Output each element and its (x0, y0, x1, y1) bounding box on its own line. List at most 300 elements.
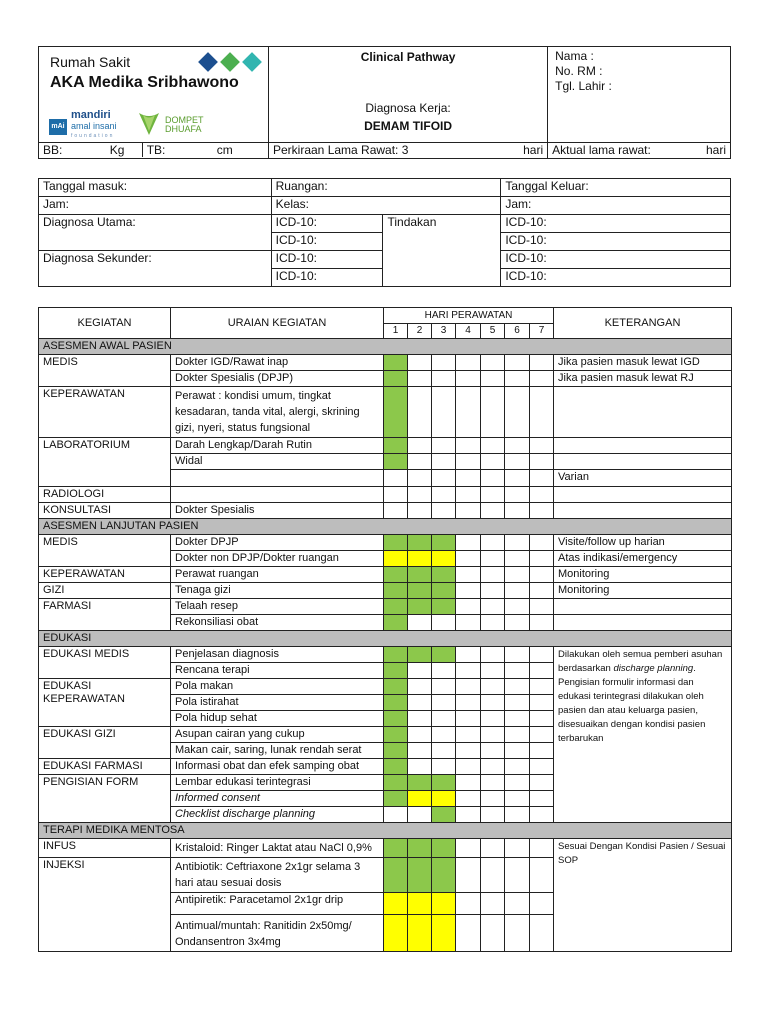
day-cell[interactable] (505, 371, 530, 387)
day-cell[interactable] (505, 487, 530, 503)
day-cell[interactable] (384, 858, 408, 893)
lama-rawat-cell[interactable] (269, 143, 548, 159)
day-cell[interactable] (384, 743, 408, 759)
tb-label[interactable]: TB: (142, 143, 166, 157)
day-cell[interactable] (384, 454, 408, 470)
day-cell[interactable] (432, 551, 456, 567)
day-cell[interactable] (432, 775, 456, 791)
uraian-cell: Kristaloid: Ringer Laktat atau NaCl 0,9% (171, 839, 384, 858)
day-cell[interactable] (456, 355, 481, 371)
jam-keluar-field[interactable]: Jam: (501, 197, 731, 215)
day-cell[interactable] (408, 567, 432, 583)
diamond-teal-icon (242, 52, 262, 72)
icd-field[interactable]: ICD-10: (501, 251, 731, 269)
day-cell[interactable] (530, 743, 554, 759)
day-cell[interactable] (432, 759, 456, 775)
day-cell[interactable] (456, 438, 481, 454)
keterangan-cell (554, 503, 732, 519)
day-cell[interactable] (530, 727, 554, 743)
day-header: 5 (481, 324, 505, 339)
col-kegiatan-header: KEGIATAN (39, 308, 171, 339)
uraian-cell: Checklist discharge planning (171, 807, 384, 823)
day-cell[interactable] (408, 503, 432, 519)
day-cell[interactable] (456, 663, 481, 679)
day-cell[interactable] (505, 454, 530, 470)
day-cell[interactable] (408, 839, 432, 858)
icd-field[interactable]: ICD-10: (271, 269, 383, 287)
col-hari-header: HARI PERAWATAN (384, 308, 554, 324)
kegiatan-cell: MEDIS (39, 535, 171, 567)
day-cell[interactable] (481, 775, 505, 791)
lama-rawat-label: Perkiraan Lama Rawat: 3 (273, 143, 409, 157)
day-cell[interactable] (432, 663, 456, 679)
tanggal-masuk-field[interactable]: Tanggal masuk: (39, 179, 272, 197)
dompet-dhuafa-text (165, 116, 204, 134)
day-cell[interactable] (481, 487, 505, 503)
header-table (38, 46, 731, 159)
icd-field[interactable]: ICD-10: (501, 215, 731, 233)
day-cell[interactable] (505, 567, 530, 583)
day-cell[interactable] (481, 663, 505, 679)
day-cell[interactable] (456, 599, 481, 615)
ruangan-field[interactable]: Ruangan: (271, 179, 501, 197)
day-cell[interactable] (530, 487, 554, 503)
day-cell[interactable] (384, 387, 408, 438)
day-cell[interactable] (505, 663, 530, 679)
day-cell[interactable] (432, 355, 456, 371)
day-cell[interactable] (481, 503, 505, 519)
day-cell[interactable] (481, 599, 505, 615)
day-cell[interactable] (432, 387, 456, 438)
day-cell[interactable] (530, 387, 554, 438)
day-cell[interactable] (505, 759, 530, 775)
uraian-cell: Lembar edukasi terintegrasi (171, 775, 384, 791)
icd-field[interactable]: ICD-10: (271, 251, 383, 269)
aktual-cell[interactable] (548, 143, 731, 159)
day-cell[interactable] (384, 599, 408, 615)
day-cell[interactable] (481, 807, 505, 823)
day-cell[interactable] (481, 647, 505, 663)
day-cell[interactable] (432, 470, 456, 487)
day-header: 4 (456, 324, 481, 339)
day-cell[interactable] (408, 791, 432, 807)
day-cell[interactable] (432, 487, 456, 503)
day-cell[interactable] (530, 599, 554, 615)
icd-field[interactable]: ICD-10: (271, 215, 383, 233)
day-cell[interactable] (384, 487, 408, 503)
day-cell[interactable] (408, 454, 432, 470)
day-cell[interactable] (432, 583, 456, 599)
day-cell[interactable] (481, 727, 505, 743)
day-cell[interactable] (505, 711, 530, 727)
day-cell[interactable] (384, 470, 408, 487)
day-cell[interactable] (505, 858, 530, 893)
day-cell[interactable] (432, 679, 456, 695)
day-cell[interactable] (408, 371, 432, 387)
day-cell[interactable] (384, 583, 408, 599)
day-cell[interactable] (530, 371, 554, 387)
day-cell[interactable] (530, 711, 554, 727)
col-uraian-header: URAIAN KEGIATAN (171, 308, 384, 339)
day-cell[interactable] (384, 535, 408, 551)
note-part3: . Pengisian formulir informasi dan edukasi terintegrasi dilakukan oleh pasien dan atau keluarga pasien, disesuaikan dengan kondisi pasien terbarukan (558, 663, 706, 744)
day-cell[interactable] (432, 915, 456, 952)
day-cell[interactable] (530, 858, 554, 893)
day-cell[interactable] (408, 711, 432, 727)
day-cell[interactable] (481, 583, 505, 599)
day-cell[interactable] (481, 893, 505, 915)
kegiatan-cell: EDUKASI KEPERAWATAN (39, 679, 171, 727)
day-cell[interactable] (384, 807, 408, 823)
day-cell[interactable] (530, 454, 554, 470)
tindakan-field[interactable]: Tindakan (383, 215, 501, 287)
day-cell[interactable] (408, 727, 432, 743)
day-cell[interactable] (505, 615, 530, 631)
day-cell[interactable] (456, 791, 481, 807)
day-cell[interactable] (456, 695, 481, 711)
day-cell[interactable] (384, 647, 408, 663)
day-cell[interactable] (530, 775, 554, 791)
day-cell[interactable] (432, 503, 456, 519)
day-cell[interactable] (481, 551, 505, 567)
col-keterangan-header: KETERANGAN (554, 308, 732, 339)
day-cell[interactable] (384, 695, 408, 711)
uraian-cell: Asupan cairan yang cukup (171, 727, 384, 743)
uraian-cell: Perawat : kondisi umum, tingkat kesadaran, tanda vital, alergi, skrining gizi, nyeri, status fungsional (171, 387, 384, 438)
day-cell[interactable] (432, 858, 456, 893)
day-cell[interactable] (432, 615, 456, 631)
kegiatan-cell: GIZI (39, 583, 171, 599)
day-cell[interactable] (432, 371, 456, 387)
uraian-cell: Antipiretik: Paracetamol 2x1gr drip (171, 893, 384, 915)
icd-field[interactable]: ICD-10: (501, 233, 731, 251)
day-cell[interactable] (505, 647, 530, 663)
day-cell[interactable] (408, 438, 432, 454)
day-cell[interactable] (384, 503, 408, 519)
hospital-name-line1: Rumah Sakit (50, 54, 131, 70)
day-cell[interactable] (481, 387, 505, 438)
day-cell[interactable] (408, 615, 432, 631)
day-cell[interactable] (530, 470, 554, 487)
day-cell[interactable] (481, 438, 505, 454)
keterangan-cell (554, 387, 732, 438)
day-cell[interactable] (408, 679, 432, 695)
note-part2: discharge planning (613, 663, 694, 674)
uraian-cell: Dokter Spesialis (171, 503, 384, 519)
day-cell[interactable] (384, 438, 408, 454)
icd-field[interactable]: ICD-10: (501, 269, 731, 287)
day-cell[interactable] (408, 858, 432, 893)
keterangan-cell (554, 438, 732, 454)
day-cell[interactable] (530, 893, 554, 915)
day-cell[interactable] (384, 371, 408, 387)
day-cell[interactable] (456, 615, 481, 631)
day-cell[interactable] (384, 615, 408, 631)
day-cell[interactable] (530, 759, 554, 775)
jam-masuk-field[interactable]: Jam: (39, 197, 272, 215)
day-cell[interactable] (530, 583, 554, 599)
tanggal-keluar-field[interactable]: Tanggal Keluar: (501, 179, 731, 197)
mai-logo-text1: mandiri (71, 109, 111, 121)
day-cell[interactable] (456, 387, 481, 438)
day-cell[interactable] (530, 679, 554, 695)
day-cell[interactable] (408, 759, 432, 775)
day-cell[interactable] (408, 647, 432, 663)
day-cell[interactable] (456, 839, 481, 858)
day-cell[interactable] (505, 775, 530, 791)
day-cell[interactable] (505, 583, 530, 599)
day-cell[interactable] (432, 711, 456, 727)
day-cell[interactable] (530, 915, 554, 952)
day-cell[interactable] (408, 915, 432, 952)
dompet-dhuafa-leaf-icon (137, 109, 161, 137)
day-cell[interactable] (408, 893, 432, 915)
day-cell[interactable] (384, 915, 408, 952)
day-cell[interactable] (481, 615, 505, 631)
patient-rm-field[interactable]: No. RM : (555, 64, 603, 78)
day-cell[interactable] (432, 438, 456, 454)
patient-id-cell (548, 47, 731, 143)
day-cell[interactable] (456, 858, 481, 893)
day-cell[interactable] (432, 567, 456, 583)
day-cell[interactable] (432, 791, 456, 807)
day-cell[interactable] (456, 454, 481, 470)
kegiatan-cell: KONSULTASI (39, 503, 171, 519)
day-cell[interactable] (505, 387, 530, 438)
day-cell[interactable] (384, 759, 408, 775)
day-cell[interactable] (481, 915, 505, 952)
bb-unit: Kg (109, 143, 125, 157)
bb-cell[interactable] (39, 143, 269, 159)
day-cell[interactable] (530, 663, 554, 679)
day-cell[interactable] (505, 915, 530, 952)
day-cell[interactable] (505, 743, 530, 759)
day-cell[interactable] (456, 470, 481, 487)
day-cell[interactable] (456, 775, 481, 791)
day-cell[interactable] (456, 647, 481, 663)
kegiatan-cell: RADIOLOGI (39, 487, 171, 503)
uraian-cell: Makan cair, saring, lunak rendah serat (171, 743, 384, 759)
day-cell[interactable] (456, 807, 481, 823)
day-cell[interactable] (530, 567, 554, 583)
day-cell[interactable] (530, 807, 554, 823)
kelas-field[interactable]: Kelas: (271, 197, 501, 215)
day-cell[interactable] (530, 695, 554, 711)
uraian-cell: Tenaga gizi (171, 583, 384, 599)
day-cell[interactable] (432, 743, 456, 759)
day-header: 1 (384, 324, 408, 339)
day-cell[interactable] (481, 454, 505, 470)
day-cell[interactable] (505, 355, 530, 371)
day-cell[interactable] (432, 839, 456, 858)
day-cell[interactable] (456, 487, 481, 503)
day-cell[interactable] (384, 679, 408, 695)
day-cell[interactable] (408, 470, 432, 487)
day-cell[interactable] (384, 711, 408, 727)
day-cell[interactable] (481, 791, 505, 807)
day-cell[interactable] (505, 807, 530, 823)
day-cell[interactable] (408, 775, 432, 791)
note-part1: Dilakukan oleh semua pemberi asuhan berdasarkan (558, 649, 723, 674)
keterangan-edukasi-note (554, 647, 732, 823)
day-cell[interactable] (456, 711, 481, 727)
day-cell[interactable] (408, 695, 432, 711)
keterangan-cell: Jika pasien masuk lewat RJ (554, 371, 732, 387)
dd-line1: DOMPET (165, 115, 204, 125)
day-cell[interactable] (505, 535, 530, 551)
day-cell[interactable] (432, 599, 456, 615)
diagnosa-utama-field[interactable]: Diagnosa Utama: (39, 215, 272, 251)
day-cell[interactable] (530, 355, 554, 371)
day-cell[interactable] (505, 893, 530, 915)
day-cell[interactable] (456, 503, 481, 519)
day-cell[interactable] (384, 775, 408, 791)
day-cell[interactable] (505, 438, 530, 454)
keterangan-cell (554, 454, 732, 470)
day-cell[interactable] (408, 487, 432, 503)
day-cell[interactable] (408, 743, 432, 759)
day-cell[interactable] (432, 807, 456, 823)
keterangan-cell: Monitoring (554, 567, 732, 583)
mai-logo-text3: foundation (71, 133, 115, 139)
day-cell[interactable] (505, 470, 530, 487)
day-cell[interactable] (384, 839, 408, 858)
admission-info-table (38, 178, 731, 287)
day-cell[interactable] (408, 355, 432, 371)
day-header: 2 (408, 324, 432, 339)
day-cell[interactable] (432, 535, 456, 551)
uraian-cell: Dokter Spesialis (DPJP) (171, 371, 384, 387)
day-cell[interactable] (456, 567, 481, 583)
day-cell[interactable] (408, 387, 432, 438)
day-cell[interactable] (481, 759, 505, 775)
uraian-cell (171, 487, 384, 503)
kegiatan-cell: EDUKASI MEDIS (39, 647, 171, 679)
day-cell[interactable] (481, 679, 505, 695)
keterangan-cell: Atas indikasi/emergency (554, 551, 732, 567)
day-cell[interactable] (408, 535, 432, 551)
day-cell[interactable] (505, 727, 530, 743)
day-cell[interactable] (384, 355, 408, 371)
day-cell[interactable] (456, 915, 481, 952)
day-cell[interactable] (408, 663, 432, 679)
uraian-cell: Pola hidup sehat (171, 711, 384, 727)
day-cell[interactable] (481, 743, 505, 759)
day-cell[interactable] (530, 551, 554, 567)
uraian-cell: Widal (171, 454, 384, 470)
day-cell[interactable] (384, 893, 408, 915)
day-cell[interactable] (408, 551, 432, 567)
day-cell[interactable] (408, 807, 432, 823)
lama-rawat-unit: hari (523, 143, 544, 157)
day-cell[interactable] (530, 503, 554, 519)
kegiatan-cell: KEPERAWATAN (39, 387, 171, 438)
day-cell[interactable] (481, 470, 505, 487)
day-cell[interactable] (456, 759, 481, 775)
day-cell[interactable] (505, 551, 530, 567)
day-cell[interactable] (505, 839, 530, 858)
day-cell[interactable] (432, 647, 456, 663)
day-cell[interactable] (384, 791, 408, 807)
mai-logo-text2: amal insani (71, 121, 117, 131)
aktual-label: Aktual lama rawat: (552, 143, 651, 157)
kegiatan-cell: INJEKSI (39, 858, 171, 952)
day-cell[interactable] (481, 535, 505, 551)
day-cell[interactable] (456, 893, 481, 915)
kegiatan-cell: PENGISIAN FORM (39, 775, 171, 823)
day-cell[interactable] (481, 355, 505, 371)
kegiatan-cell: KEPERAWATAN (39, 567, 171, 583)
day-cell[interactable] (456, 551, 481, 567)
uraian-cell: Dokter non DPJP/Dokter ruangan (171, 551, 384, 567)
day-cell[interactable] (432, 695, 456, 711)
day-cell[interactable] (456, 679, 481, 695)
day-cell[interactable] (432, 893, 456, 915)
day-cell[interactable] (481, 371, 505, 387)
day-cell[interactable] (384, 567, 408, 583)
diamond-green-icon (220, 52, 240, 72)
patient-name-field[interactable]: Nama : (555, 49, 594, 63)
keterangan-cell: Visite/follow up harian (554, 535, 732, 551)
diagnosa-sekunder-field[interactable]: Diagnosa Sekunder: (39, 251, 272, 287)
day-cell[interactable] (530, 535, 554, 551)
day-cell[interactable] (384, 551, 408, 567)
keterangan-cell: Monitoring (554, 583, 732, 599)
day-cell[interactable] (530, 647, 554, 663)
day-cell[interactable] (505, 599, 530, 615)
day-cell[interactable] (530, 839, 554, 858)
day-cell[interactable] (384, 727, 408, 743)
day-cell[interactable] (384, 663, 408, 679)
day-cell[interactable] (505, 791, 530, 807)
day-cell[interactable] (408, 599, 432, 615)
day-cell[interactable] (408, 583, 432, 599)
keterangan-cell (554, 615, 732, 631)
aktual-unit: hari (705, 143, 726, 157)
uraian-cell: Rencana terapi (171, 663, 384, 679)
day-cell[interactable] (456, 743, 481, 759)
kegiatan-cell: EDUKASI GIZI (39, 727, 171, 759)
patient-dob-field[interactable]: Tgl. Lahir : (555, 79, 612, 93)
day-cell[interactable] (432, 727, 456, 743)
kegiatan-cell: INFUS (39, 839, 171, 858)
icd-field[interactable]: ICD-10: (271, 233, 383, 251)
day-cell[interactable] (505, 679, 530, 695)
day-cell[interactable] (481, 695, 505, 711)
day-cell[interactable] (456, 535, 481, 551)
day-cell[interactable] (530, 438, 554, 454)
day-cell[interactable] (530, 791, 554, 807)
day-cell[interactable] (456, 727, 481, 743)
hospital-name-line2: AKA Medika Sribhawono (50, 74, 239, 91)
day-cell[interactable] (530, 615, 554, 631)
day-cell[interactable] (456, 583, 481, 599)
uraian-cell: Penjelasan diagnosis (171, 647, 384, 663)
day-cell[interactable] (481, 567, 505, 583)
day-cell[interactable] (481, 858, 505, 893)
day-cell[interactable] (456, 371, 481, 387)
day-header: 7 (530, 324, 554, 339)
day-cell[interactable] (481, 711, 505, 727)
keterangan-cell: Jika pasien masuk lewat IGD (554, 355, 732, 371)
day-cell[interactable] (505, 503, 530, 519)
keterangan-terapi-note: Sesuai Dengan Kondisi Pasien / Sesuai SOP (554, 839, 732, 952)
uraian-cell: Dokter IGD/Rawat inap (171, 355, 384, 371)
day-cell[interactable] (481, 839, 505, 858)
day-cell[interactable] (505, 695, 530, 711)
bb-label: BB: (43, 143, 63, 157)
day-cell[interactable] (432, 454, 456, 470)
